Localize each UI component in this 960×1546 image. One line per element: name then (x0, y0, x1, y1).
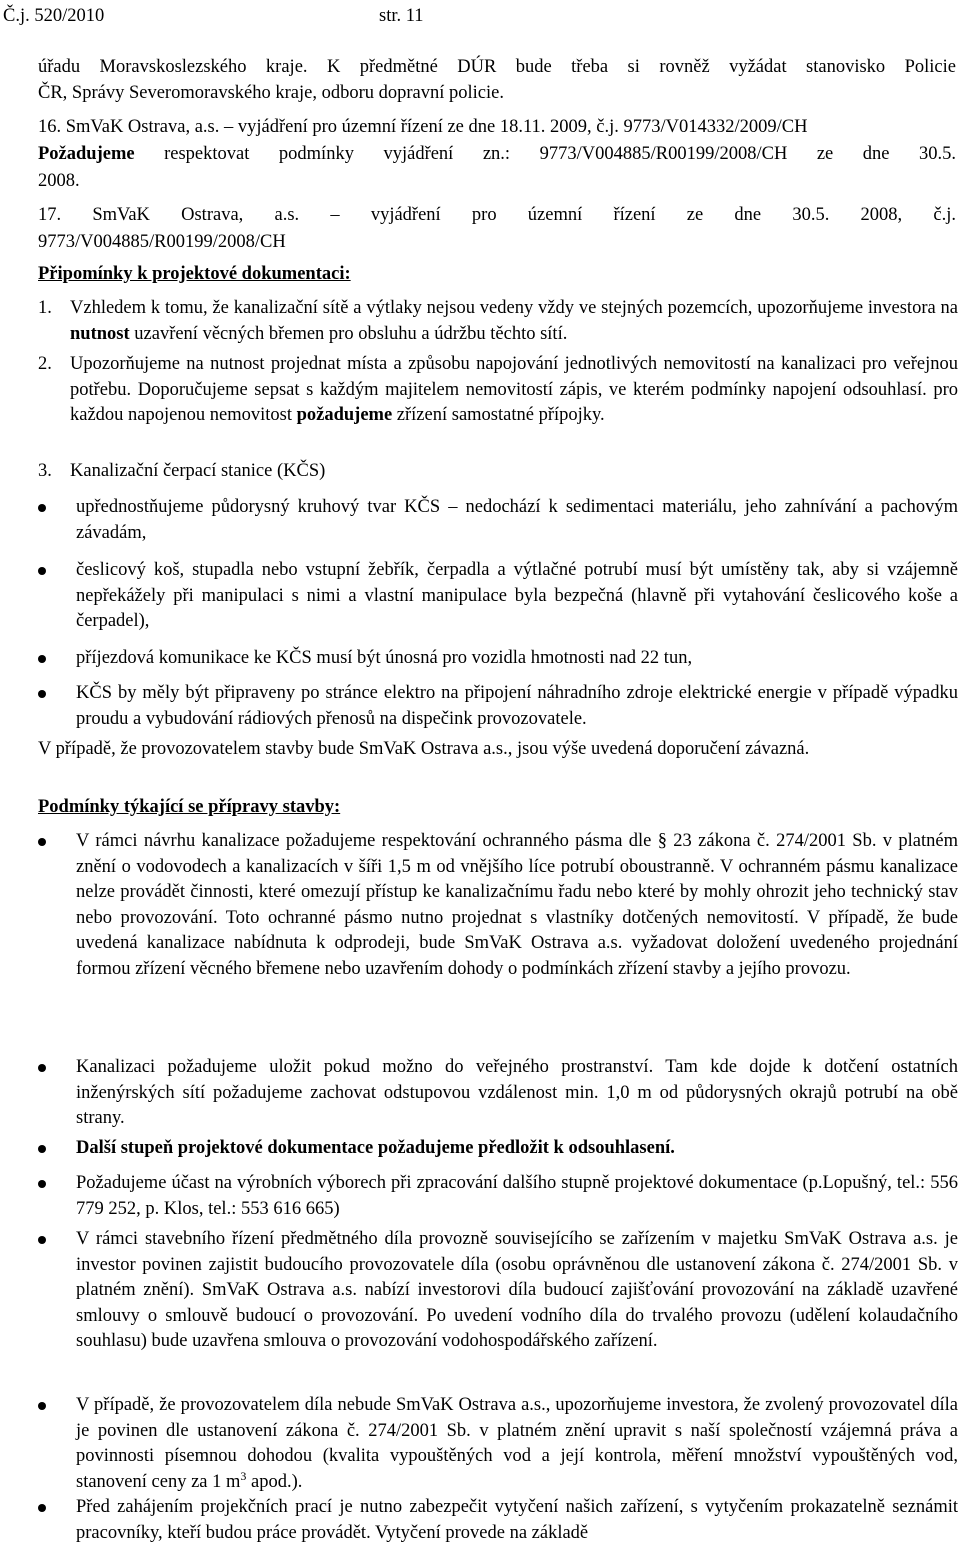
intro-line-1: úřadu Moravskoslezského kraje. K předmětné DÚR bude třeba si rovněž vyžádat stanovisko Policie (38, 57, 956, 77)
comment-2-bold: požadujeme (296, 405, 393, 425)
item-16 (38, 115, 956, 141)
comment-2-text: Upozorňujeme na nutnost projednat místa a způsobu napojování jednotlivých nemovitostí na kanalizaci pro veřejnou potřebu. Doporučujeme sepsat s každým majitelem nemovitostí zápis, ve kterém podmínky napojení odsouhlasí. pro každou napojenou nemovitost (70, 354, 958, 425)
requirement-lead: Požadujeme (38, 144, 135, 164)
bullet-icon (38, 1236, 46, 1244)
condition-6 (76, 1393, 958, 1495)
item-16-line1: SmVaK Ostrava, a.s. – vyjádření pro územní řízení ze dne 18.11. 2009, č.j. 9773/V014332/2009/CH (65, 117, 808, 137)
condition-6-tail: apod.). (246, 1471, 303, 1492)
bullet-icon (38, 1504, 46, 1512)
comment-1 (70, 296, 958, 347)
condition-6-text: V případě, že provozovatelem díla nebude SmVaK Ostrava a.s., upozorňujeme investora, že zvolený provozovatel díla je povinen dle ustanovení zákona č. 274/2001 Sb. v platném znění upravit s naší společností vzájemná práva a povinnosti písemnou dohodou (kvalita vypouštěných vod a její kontrola, měření množství vypouštěných vod, stanovení ceny za 1 m (76, 1395, 958, 1492)
comment-3-number: 3. (38, 461, 52, 481)
comment-1-text: Vzhledem k tomu, že kanalizační sítě a výtlaky nejsou vedeny vždy ve stejných pozemcích, upozorňujeme investora na (70, 298, 958, 318)
comment-1-number: 1. (38, 298, 52, 318)
page-header (3, 4, 953, 26)
bullet-icon (38, 1180, 46, 1188)
comments-heading: Připomínky k projektové dokumentaci: (38, 264, 351, 284)
bullet-icon (38, 504, 46, 512)
bullet-icon (38, 690, 46, 698)
comment-1-text-end: uzavření věcných břemen pro obsluhu a údržbu těchto sítí. (129, 323, 568, 344)
intro-line-2: ČR, Správy Severomoravského kraje, odboru dopravní policie. (38, 83, 504, 103)
item-16-number: 16. (38, 117, 62, 137)
item-17-line1: SmVaK Ostrava, a.s. – vyjádření pro územní řízení ze dne 30.5. 2008, č.j. (92, 205, 957, 225)
condition-4: Požadujeme účast na výrobních výborech při zpracování dalšího stupně projektové dokumentace (p.Lopušný, tel.: 556 779 252, p. Klos, tel.: 553 616 665) (76, 1173, 958, 1219)
comment-2-number: 2. (38, 354, 52, 374)
comment-2-text-end: zřízení samostatné přípojky. (392, 405, 605, 425)
comment-1-bold: nutnost (70, 323, 130, 344)
item-16-line3: 2008. (38, 171, 80, 191)
reference-number: Č.j. 520/2010 (3, 6, 105, 26)
comment-3-title: Kanalizační čerpací stanice (KČS) (70, 461, 326, 481)
requirement-rest: respektovat podmínky vyjádření zn.: 9773/V004885/R00199/2008/CH ze dne 30.5. (134, 144, 956, 164)
conditions-heading: Podmínky týkající se přípravy stavby: (38, 797, 341, 817)
kcs-bullet-1: upřednostňujeme půdorysný kruhový tvar KČS – nedochází k sedimentaci materiálu, jeho zahnívání a pachovým závadám, (76, 497, 958, 543)
condition-1: V rámci návrhu kanalizace požadujeme respektování ochranného pásma dle § 23 zákona č. 274/2001 Sb. v platném znění o vodovodech a kanalizacích v šíři 1,5 m od vnějšího líce potrubí oboustranně. V ochranném pásmu kanalizace nelze provádět činnosti, které omezují přístup ke kanalizačnímu řadu nebo které by mohly ohrozit jeho technický stav nebo provozování. Toto ochranné pásmo nutno projednat s vlastníky dotčených nemovitostí. V případě, že bude uvedená kanalizace nabídnuta k odprodeji, bude SmVaK Ostrava a.s. vyžadovat doložení uvedeného projednání formou zřízení věcného břemene nebo uzavřením dohody o podmínkách zřízení stavby a jejího provozu. (76, 831, 958, 979)
bullet-icon (38, 655, 46, 663)
kcs-bullet-2: česlicový koš, stupadla nebo vstupní žebřík, čerpadla a výtlačné potrubí musí být umístěny tak, aby si vzájemně nepřekážely při manipulaci s nimi a vlastní manipulace byla bezpečná (hlavně při vytahování česlicového koše a čerpadel), (76, 560, 958, 631)
bullet-icon (38, 1402, 46, 1410)
condition-3: Další stupeň projektové dokumentace požadujeme předložit k odsouhlasení. (76, 1138, 675, 1158)
bullet-icon (38, 1064, 46, 1072)
bullet-icon (38, 567, 46, 575)
cubic-superscript: 3 (240, 1468, 247, 1483)
binding-note: V případě, že provozovatelem stavby bude SmVaK Ostrava a.s., jsou výše uvedená doporučení závazná. (38, 739, 810, 759)
bullet-icon (38, 838, 46, 846)
item-17 (38, 203, 956, 229)
item-16-requirement (38, 142, 956, 168)
condition-2: Kanalizaci požadujeme uložit pokud možno do veřejného prostranství. Tam kde dojde k dotčení ostatních inženýrských sítí požadujeme zachovat odstupovou vzdálenost min. 1,0 m od půdorysných okrajů potrubí na obě strany. (76, 1057, 958, 1128)
bullet-icon (38, 1145, 46, 1153)
comment-2 (70, 352, 958, 429)
kcs-bullet-3: příjezdová komunikace ke KČS musí být únosná pro vozidla hmotnosti nad 22 tun, (76, 648, 693, 668)
item-17-number: 17. (38, 205, 62, 225)
kcs-bullet-4: KČS by měly být připraveny po stránce elektro na připojení náhradního zdroje elektrické energie v případě výpadku proudu a vybudování rádiových přenosů na dispečink provozovatele. (76, 683, 958, 729)
condition-7: Před zahájením projekčních prací je nutno zabezpečit vytyčení našich zařízení, s vytyčením prokazatelně seznámit pracovníky, kteří budou práce provádět. Vytyčení provede na základě (76, 1497, 958, 1543)
page-number: str. 11 (379, 6, 424, 26)
item-17-line2: 9773/V004885/R00199/2008/CH (38, 232, 286, 252)
condition-5: V rámci stavebního řízení předmětného díla provozně souvisejícího se zařízením v majetku SmVaK Ostrava a.s. je investor povinen zajistit budoucího provozovatele díla (osobu oprávněnou dle ustanovení zákona č. 274/2001 Sb. v platném znění). SmVaK Ostrava a.s. nabízí investorovi díla budoucí zajišťování provozování na základě uzavřené smlouvy o smlouvě budoucí o provozování. Po uvedení vodního díla do trvalého provozu (udělení kolaudačního souhlasu) bude uzavřena smlouva o provozování vodohospodářského zařízení. (76, 1229, 958, 1351)
